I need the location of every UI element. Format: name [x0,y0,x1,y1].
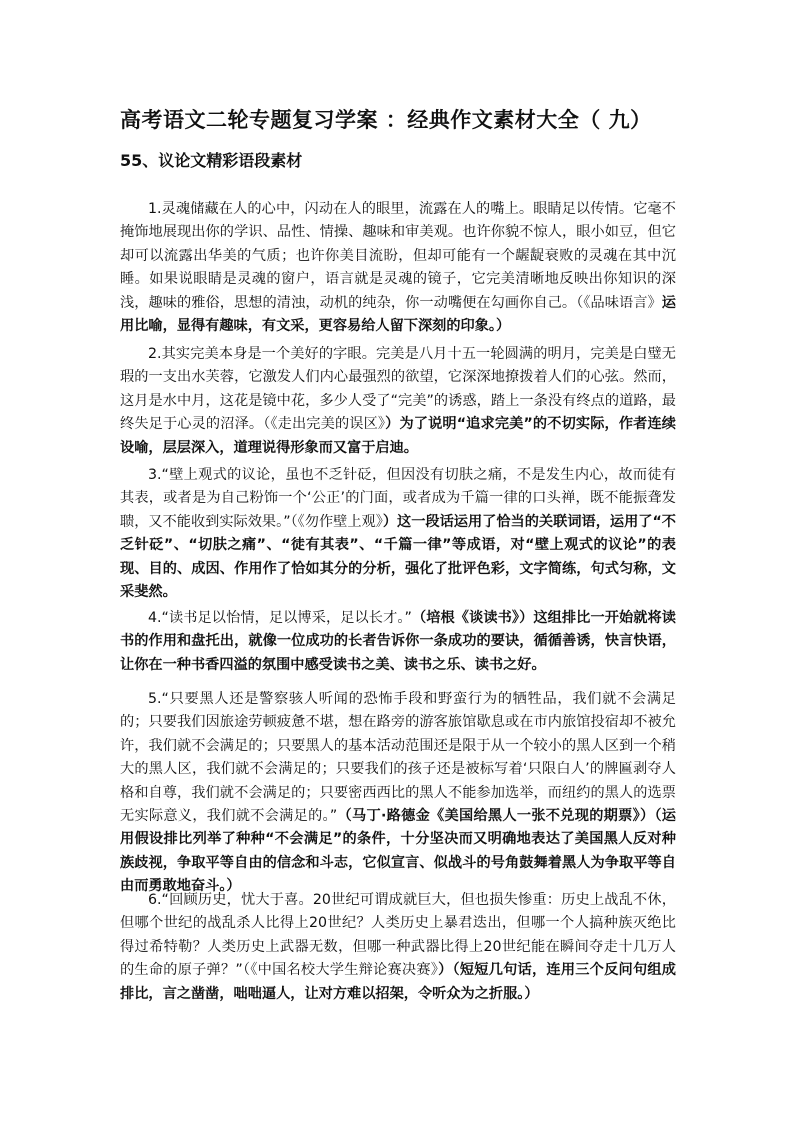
source-citation: （《中国名校大学生辩论赛决赛》 [242,962,439,979]
paragraph-text: 6.“回顾历史，忧大于喜。20世纪可谓成就巨大，但也损失惨重：历史上战乱不休，但哪个世纪的战乱杀人比得上20世纪？人类历史上暴君迭出，但哪一个人搞种族灭绝比得过希特勒？人类历史上武器无数，但哪一种武器比得上20世纪能在瞬间夺走十几万人的生命的原子弹？” [120,892,676,979]
source-citation: （《走出完美的误区》 [263,416,386,433]
source-citation: （培根《谈读书》） [411,610,534,626]
paragraph-text: 2.其实完美本身是一个美好的字眼。完美是八月十五一轮圆满的明月，完美是白璧无瑕的一支出水芙蓉，它激发人们内心最强烈的欲望，它深深地撩拨着人们的心弦。然而，这月是水中月，这花是镜中花，多少人受了“完美”的诱惑，踏上一条没有终点的道路，最终失足于心灵的沼泽。 [120,346,676,433]
commentary: （运用假设排比列举了种种“不会满足”的条件，十分坚决而又明确地表达了美国黑人反对种族歧视，争取平等自由的信念和斗志，它似宣言、似战斗的号角鼓舞着黑人为争取平等自由而勇敢地奋斗。） [120,808,676,895]
paragraph-text: 3.“壁上观式的议论，虽也不乏针砭，但因没有切肤之痛，不是发生内心，故而徒有其表，或者是为自己粉饰一个‘公正’的门面，或者成为千篇一律的口头禅，既不能振聋发聩，又不能收到实际效果。” [120,467,676,530]
source-citation: （《勿作壁上观》 [290,513,383,530]
commentary: 这组排比一开始就将读书的作用和盘托出，就像一位成功的长者告诉你一条成功的要诀，循循善诱，快言快语，让你在一种书香四溢的氛围中感受读书之美、读书之乐、读书之好。 [120,610,676,673]
paragraph-text: 4.“读书足以怡情，足以博采，足以长才。” [148,610,412,626]
paragraph-1 [120,198,676,338]
paragraph-4 [120,607,676,677]
source-citation: （马丁·路德金《美国给黑人一张不兑现的期票》） [337,808,655,825]
paragraph-5 [120,688,676,899]
commentary: ）（短短几句话，连用三个反问句组成排比，言之凿凿，咄咄逼人，让对方难以招架，令听众为之折服。） [120,962,676,1002]
paragraph-3 [120,464,676,604]
source-citation: （《品味语言》 [576,294,662,311]
paragraph-2 [120,343,676,460]
paragraph-text: 5.“只要黑人还是警察骇人听闻的恐怖手段和野蛮行为的牺牲品，我们就不会满足的；只要我们因旅途劳顿疲惫不堪，想在路旁的游客旅馆歇息或在市内旅馆投宿却不被允许，我们就不会满足的；只要黑人的基本活动范围还是限于从一个较小的黑人区到一个稍大的黑人区，我们就不会满足的；只要我们的孩子还是被标写着‘只限白人’的牌匾剥夺人格和自尊，我们就不会满足的；只要密西西比的黑人不能参加选举，而纽约的黑人的选票无实际意义，我们就不会满足的。” [120,691,676,825]
section-heading: 55、议论文精彩语段素材 [120,151,303,170]
commentary: ）这一段话运用了恰当的关联词语，运用了“不乏针砭”、“切肤之痛”、“徒有其表”、“千篇一律”等成语，对“壁上观式的议论”的表现、目的、成因、作用作了恰如其分的分析，强化了批评色彩，文字简练，句式匀称，文采斐然。 [120,513,676,601]
document-title: 高考语文二轮专题复习学案 ：经典作文素材大全（ 九） [120,108,652,132]
paragraph-text: 1.灵魂储藏在人的心中，闪动在人的眼里，流露在人的嘴上。眼睛足以传情。它毫不掩饰地展现出你的学识、品性、情操、趣味和审美观。也许你貌不惊人，眼小如豆，但它却可以流露出华美的气质；也许你美目流盼，但却可能有一个龌龊衰败的灵魂在其中沉睡。如果说眼睛是灵魂的窗户，语言就是灵魂的镜子，它完美清晰地反映出你知识的深浅，趣味的雅俗，思想的清浊，动机的纯杂，你一动嘴便在勾画你自己。 [120,201,676,311]
commentary: 运用比喻，显得有趣味，有文采，更容易给人留下深刻的印象。） [120,294,676,335]
paragraph-6 [120,889,676,1006]
commentary: ）为了说明“追求完美”的不切实际，作者连续设喻，层层深入，道理说得形象而又富于启迪。 [120,416,676,456]
